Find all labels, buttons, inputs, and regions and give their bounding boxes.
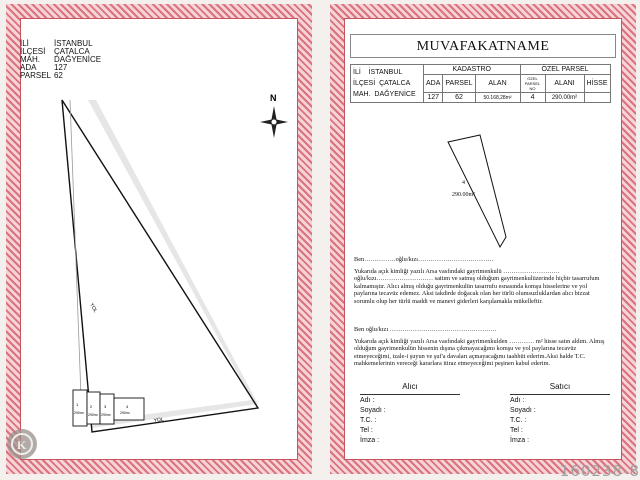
- road-label: YOL: [153, 416, 165, 424]
- listing-watermark: 160238-8: [559, 462, 640, 480]
- lot-area: 290m²: [74, 411, 84, 415]
- col-header: ÖZEL PARSEL NO: [520, 75, 545, 93]
- info-label: MAH.: [20, 55, 40, 64]
- svg-text:K: K: [17, 438, 27, 452]
- seller-statement: Yukarıda açık kimliği yazılı Arsa vasfındaki gayrimenkulü ……………………… oğlu/kızı……………………… sattım ve satmış olduğum gayrimenkulüzerinde hiçbir tasarrufum kalmamıştır. Alıcı almış olduğu gayrimenkulün tasarrufu esnasında komşu hisselerine ve yol paylarına tecavüz edemez. Aksi takdirde doğacak olan her türlü olumsuzluklardan alıcı bizzat sorumlu olup her türlü maddi ve manevi giderleri karşılamakla mükelleftir.: [354, 268, 600, 305]
- col-header: ALAN: [475, 75, 520, 93]
- field-label: Soyadı: [360, 407, 382, 414]
- info-label: İLÇESİ: [20, 47, 46, 56]
- cell-parsel: 62: [443, 93, 475, 103]
- cell-ozel-no: 4: [520, 93, 545, 103]
- info-label: İLÇESİ: [353, 80, 376, 87]
- info-label: MAH.: [353, 91, 371, 98]
- document-title: MUVAFAKATNAME: [350, 34, 616, 58]
- info-value: ÇATALCA: [379, 80, 411, 87]
- parcel-number: 4: [462, 180, 465, 186]
- field-label: İmza: [510, 437, 526, 444]
- company-logo: [7, 429, 37, 459]
- info-value: İSTANBUL: [368, 69, 403, 76]
- col-header: ALANI: [545, 75, 584, 93]
- plan-page: [6, 4, 312, 474]
- lot-number: 3: [104, 404, 107, 409]
- lot-3: [100, 394, 114, 424]
- lot-area: 290m²: [120, 411, 130, 415]
- lot-area: 290m²: [101, 413, 111, 417]
- info-value: ÇATALCA: [53, 47, 90, 56]
- buyer-title: Alıcı: [360, 382, 460, 395]
- seller-heading: Ben……………oğlu/kızı………………………………: [354, 256, 494, 263]
- field-label: Adı: [510, 397, 521, 404]
- lot-4: [114, 398, 144, 420]
- parcel-area: 290.00m²: [452, 192, 475, 198]
- ozel-parsel-header: ÖZEL PARSEL: [520, 65, 610, 75]
- cell-hisse: [584, 93, 610, 103]
- field-label: İmza: [360, 437, 376, 444]
- cell-ada: 127: [424, 93, 443, 103]
- lot-number: 2: [90, 404, 93, 409]
- north-label: N: [270, 93, 277, 103]
- info-value: DAĞYENİCE: [53, 55, 102, 64]
- info-value: 62: [53, 71, 63, 80]
- cell-alan: 50.168,28m²: [475, 93, 520, 103]
- road-label: YOL: [88, 302, 99, 314]
- north-arrow-icon: [260, 106, 288, 138]
- info-value: DAĞYENİCE: [374, 91, 416, 98]
- field-label: T.C.: [360, 417, 373, 424]
- info-value: 127: [53, 63, 68, 72]
- buyer-statement: Yukarıda açık kimliği yazılı Arsa vasfındaki gayrimenkulden ………… m² hisse satın aldım. Almış olduğum gayrimenkulün hissenin dışına çıkmayacağımı komşu ve yol paylarına tecavüz etmeyeceğimi, izale-i şuyun ve şuf'a davaları açmayacağımı taahhüt ederim.Aksi halde T.C. mahkemelerinin vereceği kararlara itiraz etmeyeceğimi peşinen kabul ederim.: [354, 338, 605, 368]
- col-header: PARSEL: [443, 75, 475, 93]
- field-label: Soyadı: [510, 407, 532, 414]
- buyer-signature-block: Alıcı Adı : Soyadı : T.C. : Tel : İmza :: [360, 382, 460, 447]
- info-value: İSTANBUL: [53, 39, 93, 48]
- parcel-sketch: [330, 122, 636, 252]
- lot-2: [87, 392, 100, 424]
- road-area: [88, 100, 258, 428]
- cell-alani: 290.00m²: [545, 93, 584, 103]
- lot-area: 290m²: [88, 413, 98, 417]
- kadastro-table: [350, 64, 611, 103]
- lot-number: 1: [76, 402, 79, 407]
- lot-number: 4: [126, 404, 129, 409]
- col-header: ADA: [424, 75, 443, 93]
- parcel-4-outline: [448, 135, 506, 247]
- parcel-boundary: [62, 100, 258, 432]
- field-label: T.C.: [510, 417, 523, 424]
- parcel-sketch: [6, 4, 312, 474]
- lot-1: [73, 390, 87, 426]
- field-label: Tel: [360, 427, 369, 434]
- info-label: PARSEL: [20, 71, 51, 80]
- field-label: Adı: [360, 397, 371, 404]
- info-label: İLİ: [353, 69, 361, 76]
- field-label: Tel: [510, 427, 519, 434]
- kadastro-header: KADASTRO: [424, 65, 521, 75]
- buyer-heading: Ben oğlu/kızı ……………………………………………: [354, 326, 497, 333]
- info-label: ADA: [20, 63, 37, 72]
- consent-document: [330, 4, 636, 474]
- col-header: HİSSE: [584, 75, 610, 93]
- seller-signature-block: Satıcı Adı : Soyadı : T.C. : Tel : İmza :: [510, 382, 610, 447]
- seller-title: Satıcı: [510, 382, 610, 395]
- info-label: İLİ: [20, 39, 29, 48]
